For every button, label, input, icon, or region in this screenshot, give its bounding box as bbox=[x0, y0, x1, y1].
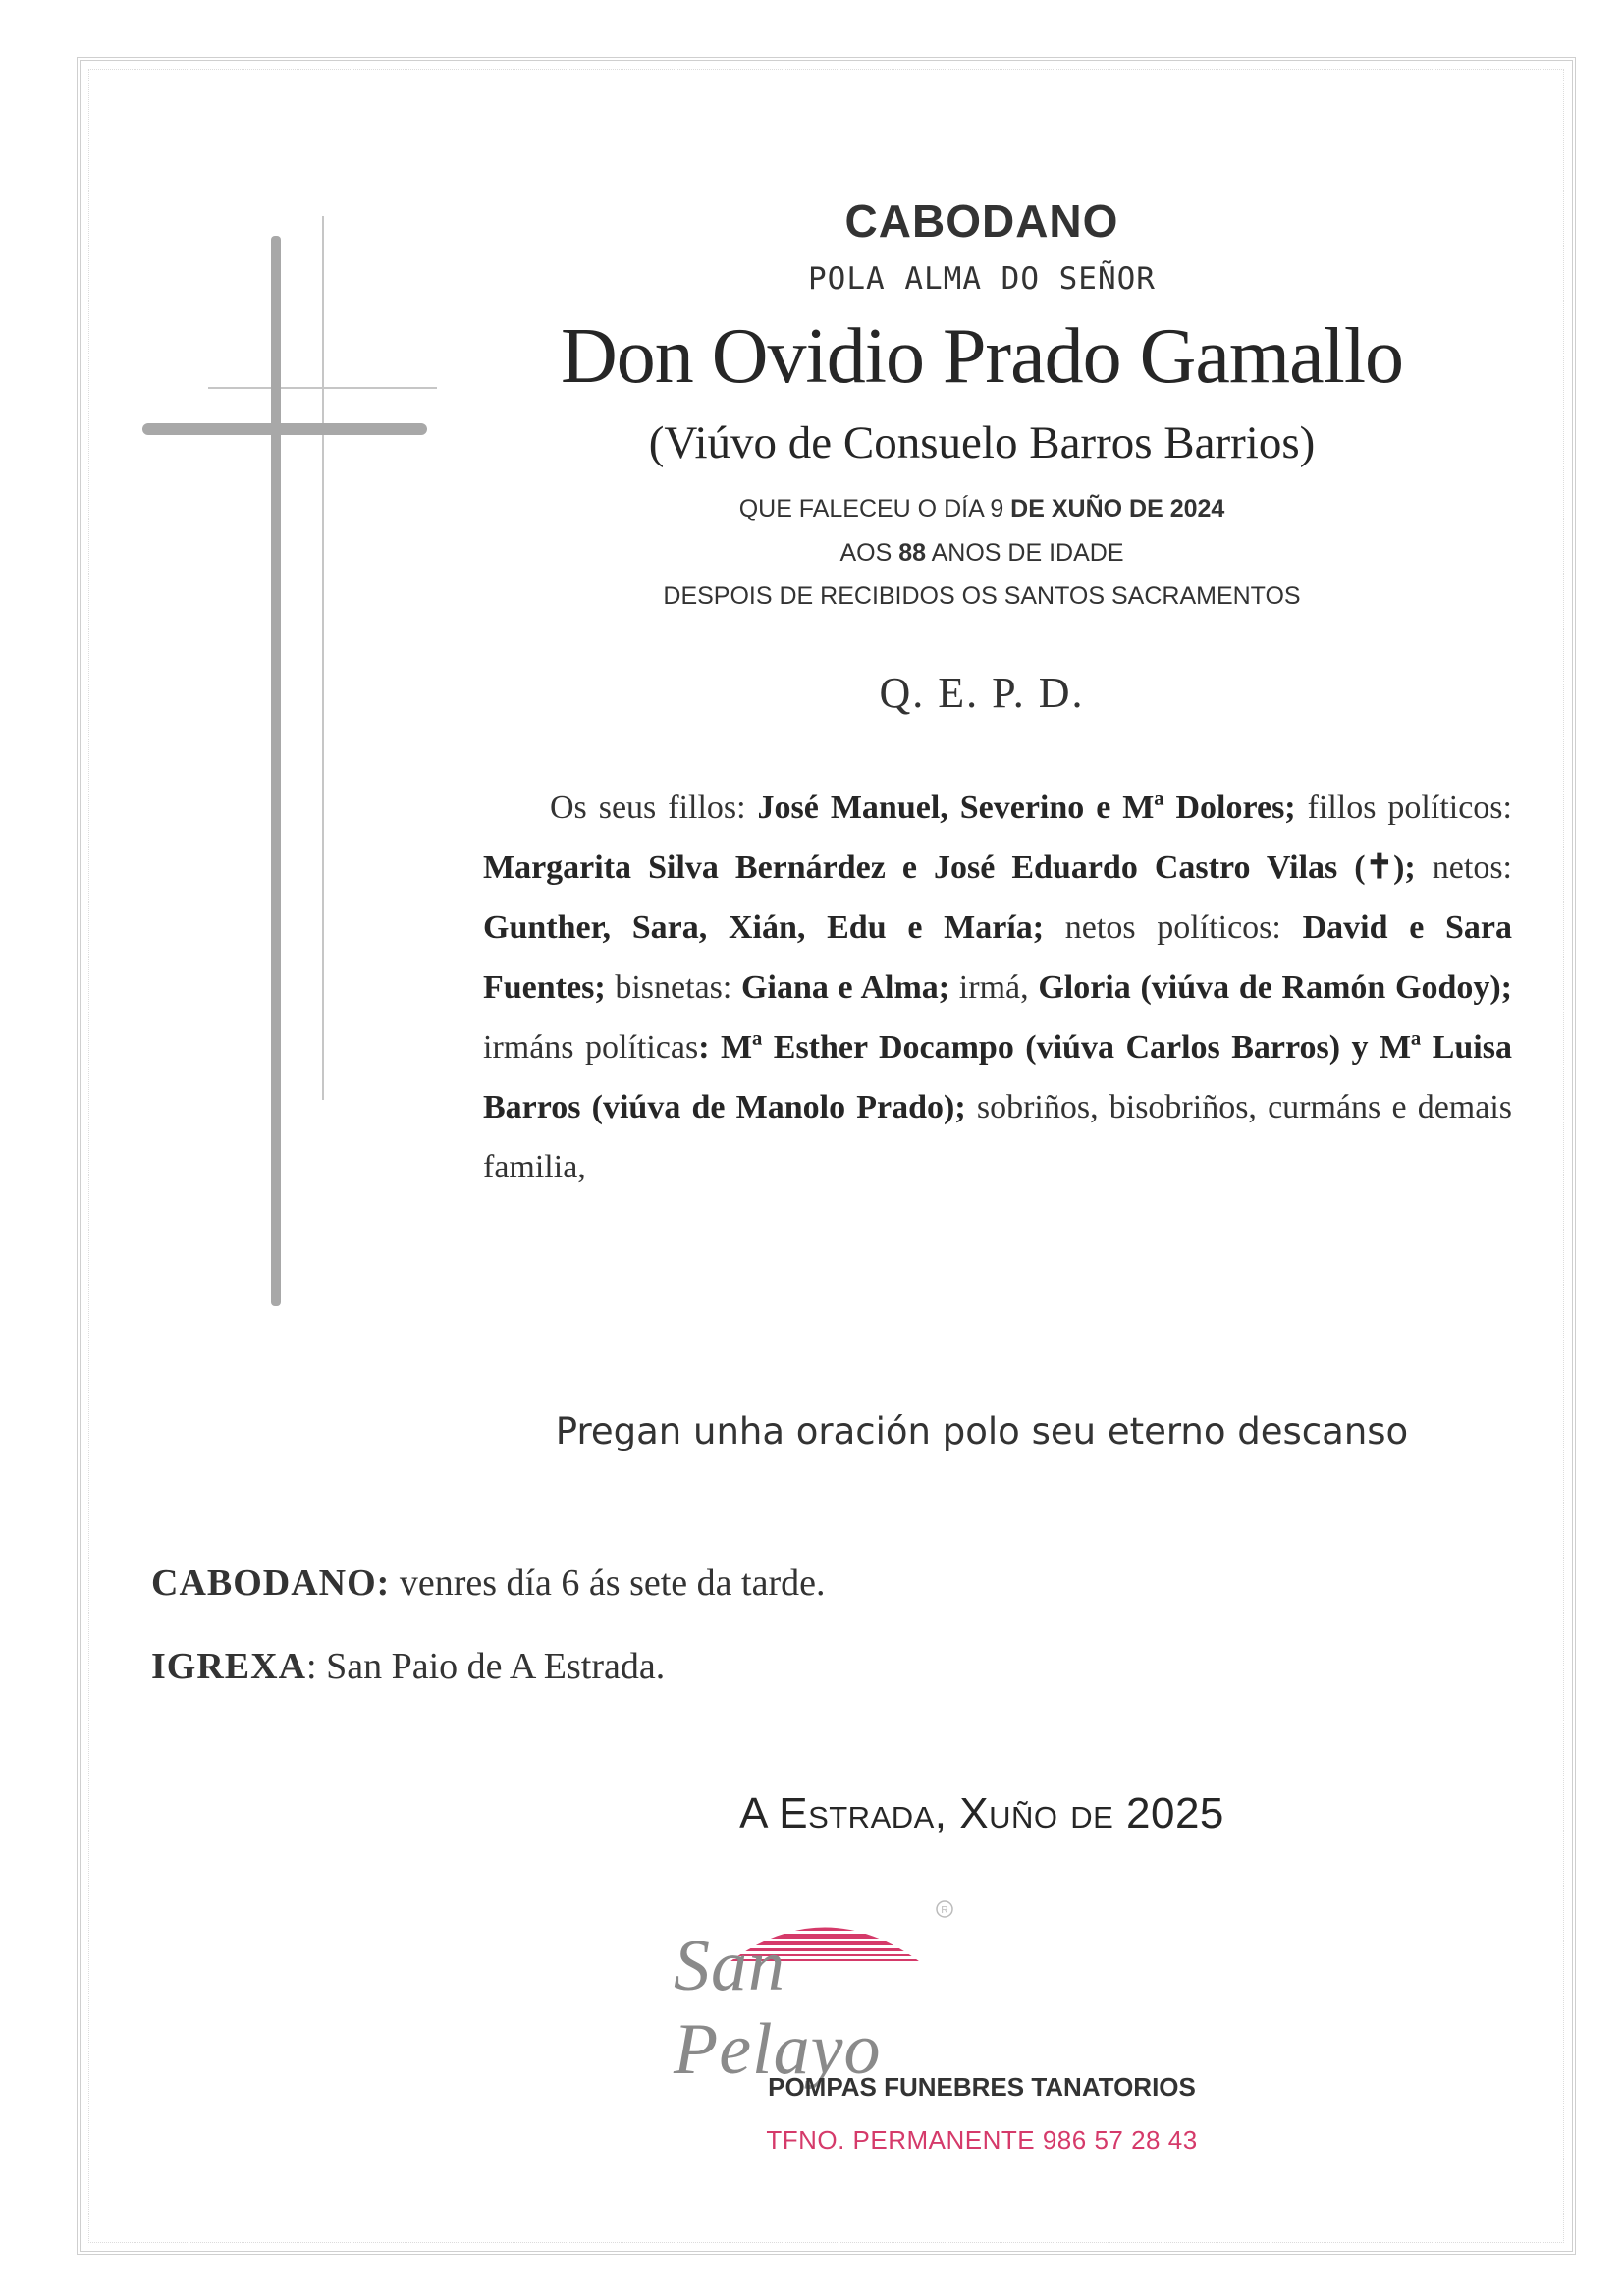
qepd: Q. E. P. D. bbox=[879, 669, 1085, 717]
family-segment: irmáns políticas bbox=[483, 1029, 699, 1066]
service-label: CABODANO: bbox=[151, 1562, 391, 1604]
logo-wordmark: San Pelayo bbox=[674, 1926, 882, 2090]
service-church bbox=[151, 1645, 665, 1688]
family-segment-bold: David e Sara Fuentes; bbox=[483, 909, 1513, 1006]
prayer-line: POLA ALMA DO SEÑOR bbox=[808, 261, 1156, 297]
church-text: : San Paio de A Estrada. bbox=[306, 1646, 666, 1687]
funeral-home-tagline: POMPAS FUNEBRES TANATORIOS bbox=[768, 2072, 1196, 2102]
deceased-name: Don Ovidio Prado Gamallo bbox=[560, 313, 1404, 400]
family-segment-bold: José Manuel, Severino e Mª Dolores; bbox=[757, 790, 1296, 826]
service-anniversary bbox=[151, 1561, 825, 1605]
family-segment: netos políticos: bbox=[1044, 909, 1303, 946]
church-label: IGREXA bbox=[151, 1646, 307, 1687]
age-line bbox=[295, 539, 1623, 568]
family-segment-bold: Margarita Silva Bernárdez e José Eduardo Castro Vilas (✝); bbox=[483, 849, 1416, 886]
age-prefix: AOS bbox=[839, 539, 899, 567]
notice-heading: CABODANO bbox=[844, 195, 1119, 246]
family-segment-bold: Gloria (viúva de Ramón Godoy); bbox=[1038, 969, 1512, 1006]
family-segment: sobriños, bisobriños, curmáns e demais familia, bbox=[483, 1089, 1512, 1185]
family-paragraph bbox=[483, 778, 1512, 1197]
family-segment: fillos políticos: bbox=[1295, 790, 1512, 826]
family-segment: bisnetas: bbox=[605, 969, 742, 1006]
widow-of: (Viúvo de Consuelo Barros Barrios) bbox=[648, 417, 1316, 468]
sacraments-line: DESPOIS DE RECIBIDOS OS SANTOS SACRAMENTOS bbox=[663, 582, 1301, 610]
family-segment-bold: Giana e Alma; bbox=[741, 969, 950, 1006]
funeral-home-phone: TFNO. PERMANENTE 986 57 28 43 bbox=[766, 2125, 1198, 2155]
place-date: A Estrada, Xuño de 2025 bbox=[739, 1789, 1224, 1837]
death-date-prefix: QUE FALECEU O DÍA 9 bbox=[738, 495, 1011, 522]
prayer-request: Pregan unha oración polo seu eterno descanso bbox=[555, 1410, 1409, 1452]
family-segment-bold: Gunther, Sara, Xián, Edu e María; bbox=[483, 909, 1045, 946]
family-segment: Os seus fillos: bbox=[550, 790, 758, 826]
svg-text:R: R bbox=[941, 1905, 948, 1916]
age-suffix: ANOS DE IDADE bbox=[926, 539, 1124, 567]
family-segment: irmá, bbox=[949, 969, 1039, 1006]
age-value: 88 bbox=[898, 539, 927, 567]
service-text: venres día 6 ás sete da tarde. bbox=[390, 1562, 826, 1604]
death-date-bold: DE XUÑO DE 2024 bbox=[1010, 495, 1225, 522]
family-segment-bold: : Mª Esther Docampo (viúva Carlos Barros) y Mª Luisa Barros (viúva de Manolo Prado); bbox=[483, 1029, 1512, 1125]
family-segment: netos: bbox=[1415, 849, 1513, 886]
death-date bbox=[295, 495, 1623, 523]
